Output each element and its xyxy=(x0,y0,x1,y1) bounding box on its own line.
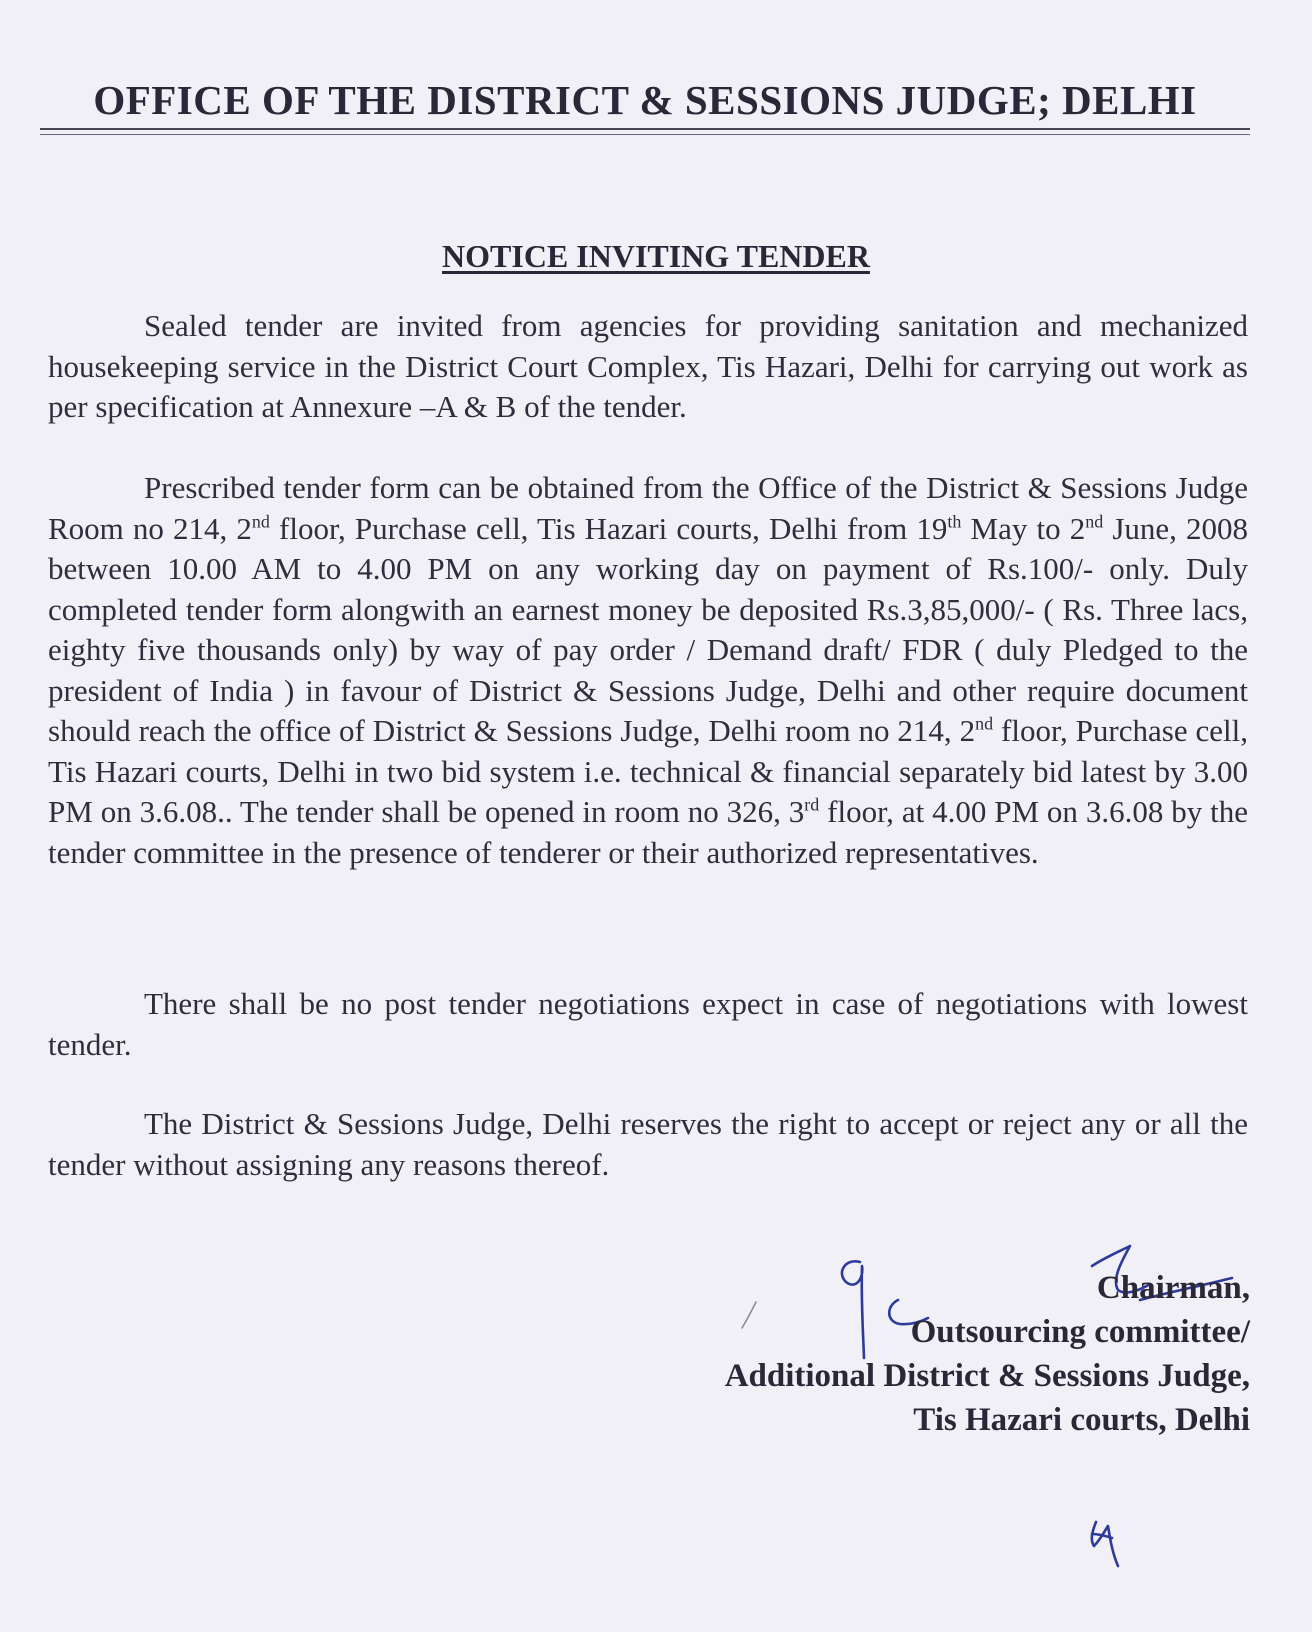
paragraph-tender-form xyxy=(48,468,1248,873)
signatory-committee: Outsourcing committee/ xyxy=(910,1314,1250,1350)
paragraph-invitation-text: Sealed tender are invited from agencies for providing sanitation and mechanized housekeeping service in the District Court Complex, Tis Hazari, Delhi for carrying out work as per specification at Annexure –A & B of the tender. xyxy=(48,308,1248,424)
notice-title: NOTICE INVITING TENDER xyxy=(442,238,870,274)
para2-sup4: nd xyxy=(975,713,994,734)
paragraph-invitation xyxy=(48,306,1248,428)
para2-sup1: nd xyxy=(251,511,270,532)
signatory-location: Tis Hazari courts, Delhi xyxy=(913,1402,1250,1438)
signatory-block xyxy=(725,1266,1250,1442)
paragraph-negotiations-text: There shall be no post tender negotiations expect in case of negotiations with lowest tender. xyxy=(48,986,1248,1062)
para2-sup5: rd xyxy=(804,794,820,815)
para2-seg5: floor, Purchase cell, Tis Hazari courts, Delhi in two bid system i.e. technical & financial separately bid latest by 3.00 PM on 3.6.08.. The tender shall be opened in room no 326, 3 xyxy=(48,713,1248,829)
para2-seg1: Prescribed tender form can be obtained from the Office of the District & Sessions Judge Room no 214, 2 xyxy=(48,470,1248,546)
paragraph-rights-reserved-text: The District & Sessions Judge, Delhi reserves the right to accept or reject any or all the tender without assigning any reasons thereof. xyxy=(48,1106,1248,1182)
header-rule-thin xyxy=(40,134,1250,135)
para2-sup2: th xyxy=(947,511,962,532)
para2-seg4: June, 2008 between 10.00 AM to 4.00 PM on any working day on payment of Rs.100/- only. Duly completed tender form alongwith an earnest money be deposited Rs.3,85,000/- ( Rs. Three lacs, eighty five thousands only) by way of pay order / Demand draft/ FDR ( duly Pledged to the president of India ) in favour of District & Sessions Judge, Delhi and other require document should reach the office of District & Sessions Judge, Delhi room no 214, 2 xyxy=(48,510,1249,748)
para2-sup3: nd xyxy=(1085,511,1104,532)
office-header: OFFICE OF THE DISTRICT & SESSIONS JUDGE; DELHI xyxy=(93,77,1197,123)
para2-seg2: floor, Purchase cell, Tis Hazari courts, Delhi from 19 xyxy=(269,510,948,546)
para2-seg6: floor, at 4.00 PM on 3.6.08 by the tender committee in the presence of tenderer or their authorized representatives. xyxy=(48,794,1248,870)
signatory-designation: Additional District & Sessions Judge, xyxy=(724,1358,1250,1394)
paragraph-rights-reserved xyxy=(48,1104,1248,1185)
signatory-chairman: Chairman, xyxy=(1096,1270,1250,1306)
header-rule-thick xyxy=(40,128,1250,130)
para2-seg3: May to 2 xyxy=(961,510,1086,546)
paragraph-negotiations xyxy=(48,984,1248,1065)
